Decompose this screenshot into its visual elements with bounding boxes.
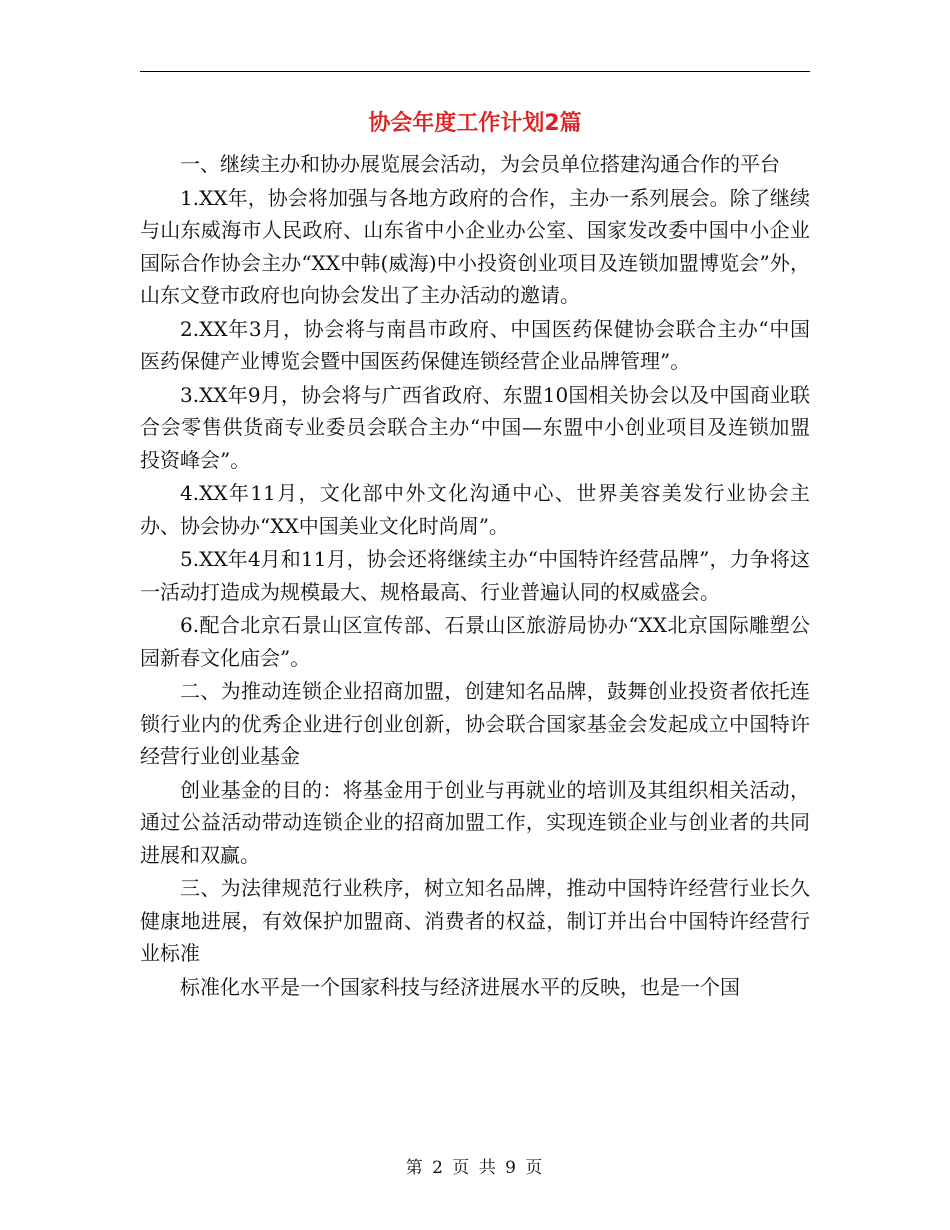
paragraph: 5.XX年4月和11月，协会还将继续主办“中国特许经营品牌”，力争将这一活动打造成为规模最大、规格最高、行业普遍认同的权威盛会。 (140, 547, 810, 604)
paragraph: 3.XX年9月，协会将与广西省政府、东盟10国相关协会以及中国商业联合会零售供货商专业委员会联合主办“中国—东盟中小创业项目及连锁加盟投资峰会”。 (140, 382, 810, 472)
paragraph: 标准化水平是一个国家科技与经济进展水平的反映，也是一个国 (180, 974, 740, 999)
paragraph: 三、为法律规范行业秩序，树立知名品牌，推动中国特许经营行业长久健康地进展，有效保护加盟商、消费者的权益，制订并出台中国特许经营行业标准 (140, 876, 810, 965)
document-body (140, 148, 810, 1004)
paragraph: 4.XX年11月，文化部中外文化沟通中心、世界美容美发行业协会主办、协会协办“XX中国美业文化时尚周”。 (140, 481, 810, 538)
paragraph: 1.XX年，协会将加强与各地方政府的合作，主办一系列展会。除了继续与山东威海市人民政府、山东省中小企业办公室、国家发改委中国中小企业国际合作协会主办“XX中韩(威海)中小投资创业项目及连锁加盟博览会”外，山东文登市政府也向协会发出了主办活动的邀请。 (140, 185, 810, 307)
paragraph: 二、为推动连锁企业招商加盟，创建知名品牌，鼓舞创业投资者依托连锁行业内的优秀企业进行创业创新，协会联合国家基金会发起成立中国特许经营行业创业基金 (140, 679, 810, 768)
paragraph: 一、继续主办和协办展览展会活动，为会员单位搭建沟通合作的平台 (180, 152, 780, 176)
paragraph: 2.XX年3月，协会将与南昌市政府、中国医药保健协会联合主办“中国医药保健产业博览会暨中国医药保健连锁经营企业品牌管理”。 (140, 316, 810, 373)
paragraph: 创业基金的目的：将基金用于创业与再就业的培训及其组织相关活动，通过公益活动带动连锁企业的招商加盟工作，实现连锁企业与创业者的共同进展和双赢。 (140, 777, 810, 867)
paragraph: 6.配合北京石景山区宣传部、石景山区旅游局协办“XX北京国际雕塑公园新春文化庙会”。 (140, 613, 810, 670)
header-rule (140, 71, 810, 72)
page-number-footer: 第 2 页 共 9 页 (405, 1158, 545, 1178)
document-title: 协会年度工作计划2篇 (368, 111, 582, 136)
